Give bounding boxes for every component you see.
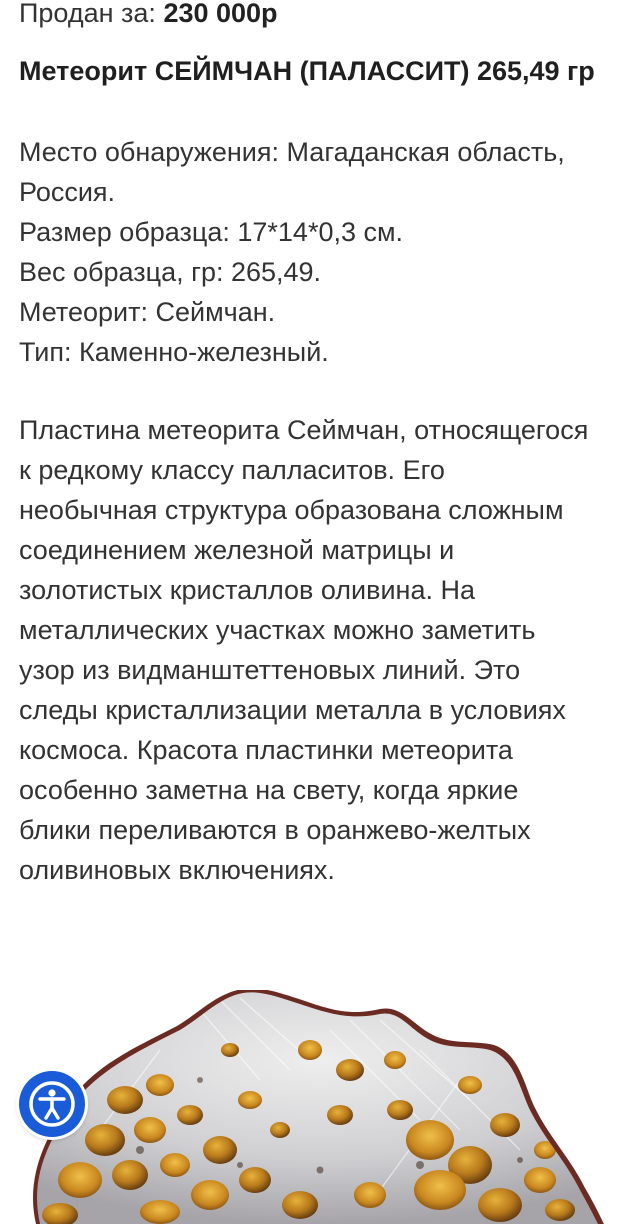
description-line: особенно заметна на свету, когда яркие <box>19 775 519 805</box>
description-line: блики переливаются в оранжево-желтых <box>19 815 531 845</box>
spec-location-country: Россия. <box>19 177 116 207</box>
description-line: к редкому классу палласитов. Его <box>19 455 445 485</box>
spec-type: Тип: Каменно-железный. <box>19 337 329 367</box>
sold-label: Продан за: <box>19 0 156 28</box>
meteorite-image <box>0 990 640 1224</box>
spec-size: Размер образца: 17*14*0,3 см. <box>19 217 404 247</box>
accessibility-button[interactable] <box>19 1071 85 1137</box>
description-line: необычная структура образована сложным <box>19 495 564 525</box>
description-line: золотистых кристаллов оливина. На <box>19 575 475 605</box>
description-line: металлических участках можно заметить <box>19 615 536 645</box>
description-line: Пластина метеорита Сеймчан, относящегося <box>19 415 589 445</box>
spec-weight: Вес образца, гр: 265,49. <box>19 257 322 287</box>
description-line: следы кристаллизации металла в условиях <box>19 695 566 725</box>
description-line: оливиновых включениях. <box>19 855 335 885</box>
product-specs <box>19 132 625 372</box>
description-line: соединением железной матрицы и <box>19 535 455 565</box>
description-line: космоса. Красота пластинки метеорита <box>19 735 513 765</box>
description-line: узор из видманштеттеновых линий. Это <box>19 655 521 685</box>
sold-price: 230 000р <box>163 0 278 28</box>
spec-meteorite: Метеорит: Сеймчан. <box>19 297 276 327</box>
product-description <box>19 410 625 890</box>
spec-location: Место обнаружения: Магаданская область, <box>19 137 565 167</box>
product-title: Метеорит СЕЙМЧАН (ПАЛАССИТ) 265,49 гр <box>19 56 595 86</box>
sold-price-line <box>19 0 278 30</box>
accessibility-icon <box>19 1071 85 1137</box>
